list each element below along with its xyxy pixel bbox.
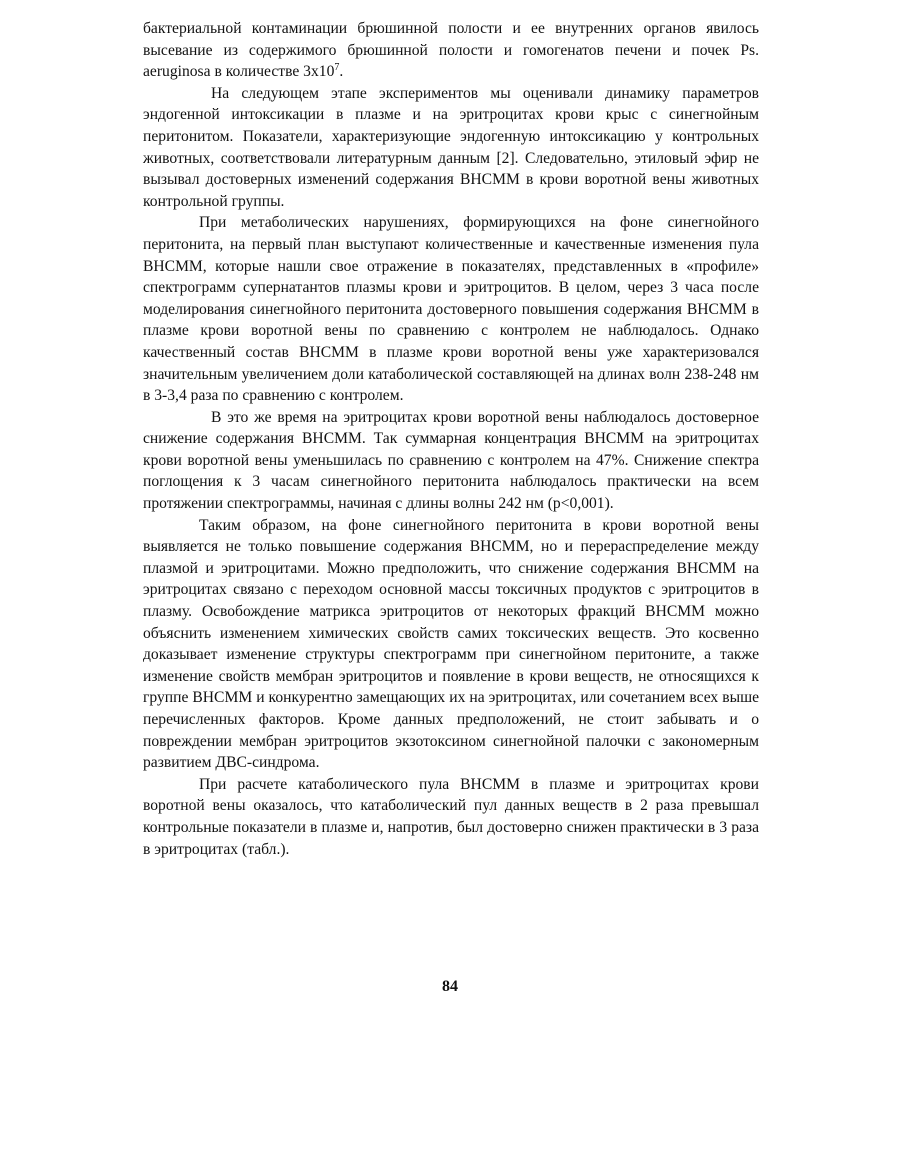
paragraph-1	[143, 18, 759, 83]
paragraph-5: Таким образом, на фоне синегнойного перитонита в крови воротной вены выявляется не только повышение содержания ВНСММ, но и перераспределение между плазмой и эритроцитами. Можно предположить, что снижение содержания ВНСММ на эритроцитах связано с переходом основной массы токсичных продуктов с эритроцитов в плазму. Освобождение матрикса эритроцитов от некоторых фракций ВНСММ можно объяснить изменением химических свойств самих токсических веществ. Это косвенно доказывает изменение структуры спектрограмм при синегнойном перитоните, а также изменение свойств мембран эритроцитов и появление в крови веществ, не относящихся к группе ВНСММ и конкурентно замещающих их на эритроцитах, или сочетанием всех выше перечисленных факторов. Кроме данных предположений, не стоит забывать и о повреждении мембран эритроцитов экзотоксином синегнойной палочки с закономерным развитием ДВС-синдрома.	[143, 516, 759, 772]
document-body	[143, 18, 759, 860]
paragraph-4: В это же время на эритроцитах крови воротной вены наблюдалось достоверное снижение содержания ВНСММ. Так суммарная концентрация ВНСММ на эритроцитах крови воротной вены уменьшилась по сравнению с контролем на 47%. Снижение спектра поглощения к 3 часам синегнойного перитонита наблюдалось практически на всем протяжении спектрограммы, начиная с длины волны 242 нм (р<0,001).	[143, 408, 759, 513]
page-number: 84	[442, 978, 458, 995]
paragraph-1-tail: .	[339, 63, 344, 81]
paragraph-1-text: бактериальной контаминации брюшинной полости и ее внутренних органов явилось высевание из содержимого брюшинной полости и гомогенатов печени и почек Ps. aeruginosa в количестве 3х10	[143, 20, 759, 81]
paragraph-2: На следующем этапе экспериментов мы оценивали динамику параметров эндогенной интоксикации в плазме и на эритроцитах крови крыс с синегнойным перитонитом. Показатели, характеризующие эндогенную интоксикацию у контрольных животных, соответствовали литературным данным [2]. Следовательно, этиловый эфир не вызывал достоверных изменений содержания ВНСММ в крови воротной вены животных контрольной группы.	[143, 84, 759, 210]
paragraph-3: При метаболических нарушениях, формирующихся на фоне синегнойного перитонита, на первый план выступают количественные и качественные изменения пула ВНСММ, которые нашли свое отражение в показателях, представленных в «профиле» спектрограмм супернатантов плазмы крови и эритроцитов. В целом, через 3 часа после моделирования синегнойного перитонита достоверного повышения содержания ВНСММ в плазме крови воротной вены по сравнению с контролем не наблюдалось. Однако качественный состав ВНСММ в плазме крови воротной вены уже характеризовался значительным увеличением доли катаболической составляющей на длинах волн 238-248 нм в 3-3,4 раза по сравнению с контролем.	[143, 214, 759, 405]
exponent: 7	[334, 62, 340, 73]
paragraph-6: При расчете катаболического пула ВНСММ в плазме и эритроцитах крови воротной вены оказалось, что катаболический пул данных веществ в 2 раза превышал контрольные показатели в плазме и, напротив, был достоверно снижен практически в 3 раза в эритроцитах (табл.).	[143, 775, 759, 858]
